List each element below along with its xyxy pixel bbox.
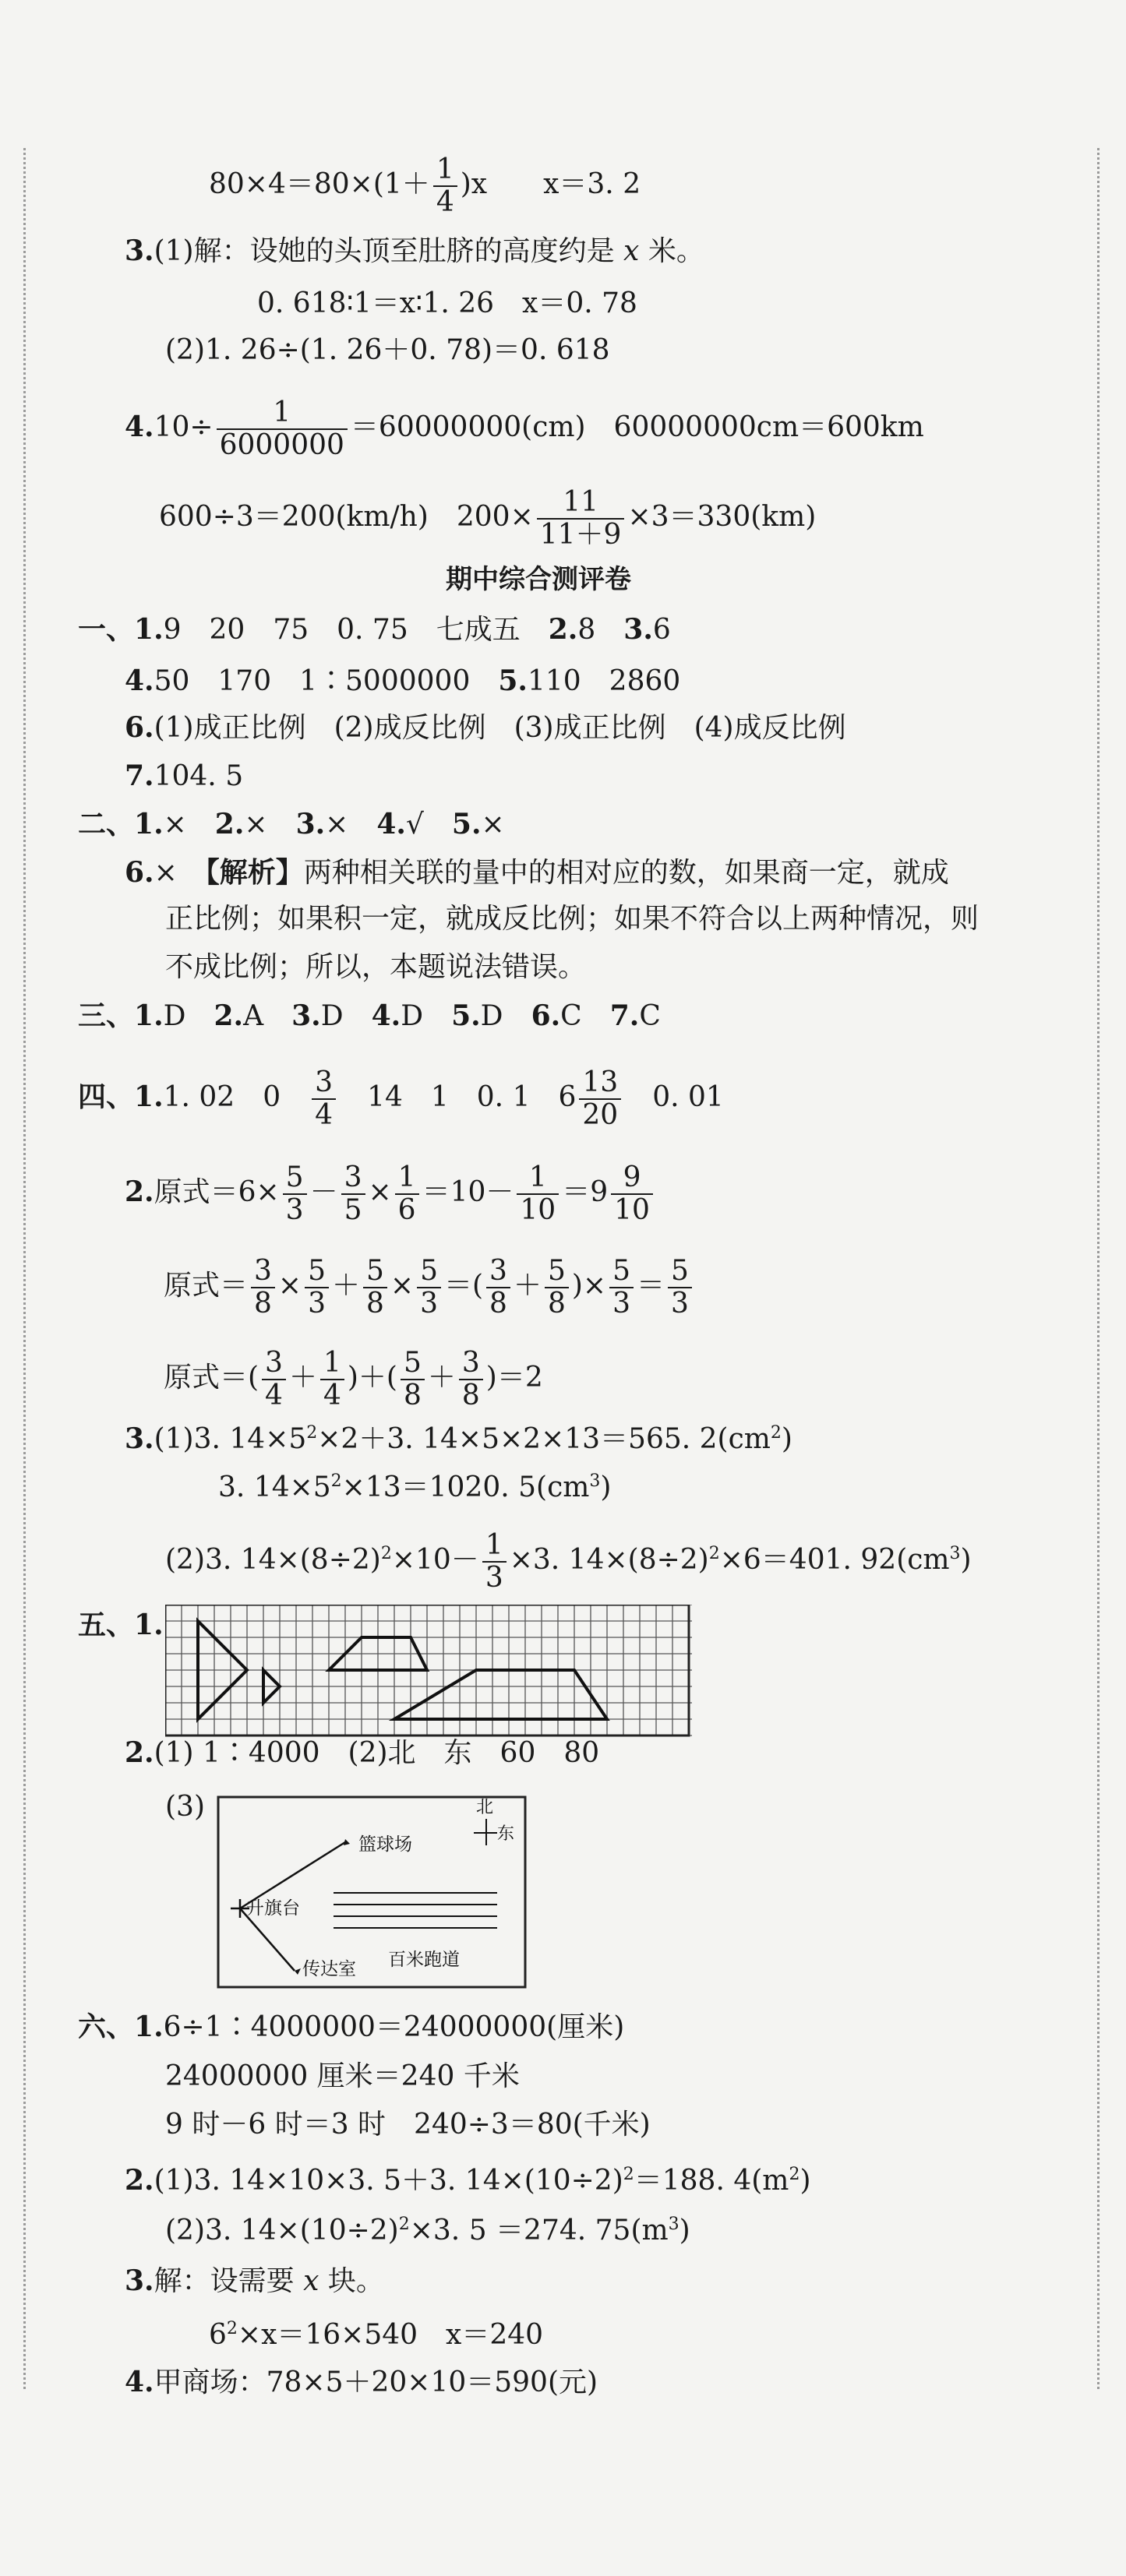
map-east-label: 东 — [497, 1824, 515, 1844]
s5-q2-line: 2.(1) 1∶4000 (2)北 东 60 80 — [125, 1736, 600, 1769]
s1-line2: 4.50 170 1∶5000000 5.110 2860 — [125, 664, 681, 697]
s4-q3-line3: (2)3. $14\times(8\div 2)^2\times 10-$ $\frac{1}{3}$ ×3. $14\times(8\div 2)^2\times 6=401$. $92(cm^3)$ — [165, 1529, 972, 1594]
q4-line2: 600÷3＝200(km/h) 200× $\frac{11}{11+9}$ ×3＝330(km) — [159, 486, 817, 551]
eq-80x4: 80×4＝80×(1＋ $\frac{1}{4}$ )x x＝3. 2 — [209, 153, 641, 218]
map-room-label: 传达室 — [302, 1959, 356, 1979]
s3-line: 三、1.D 2.A 3.D 4.D 5.D 6.C 7.C — [78, 999, 661, 1032]
map-track-label: 百米跑道 — [388, 1950, 460, 1970]
s1-line4: 7.104. 5 — [125, 759, 244, 792]
map-north-label: 北 — [476, 1798, 494, 1817]
s6-line2: 24000000 厘米＝240 千米 — [165, 2060, 520, 2092]
grid-figure — [165, 1605, 692, 1737]
court-arrow — [344, 1839, 350, 1845]
s6-line6: 3.解：设需要 x 块。 — [125, 2264, 384, 2297]
right-dotted-margin — [1097, 148, 1100, 2389]
s4-q2-eq2: 原式＝ $\frac{3}{8}$ × $\frac{5}{3}$ ＋ $\frac{5}{8}$ × $\frac{5}{3}$ ＝( $\frac{3}{8}$ ＋ $\frac{5}{8}$ )× $\frac{5}{3}$ ＝ $\frac{5}{3}$ — [164, 1256, 695, 1320]
s6-line7: $6^2\times x=16\times 540$ x＝240 — [209, 2319, 544, 2351]
q3-part2: (2)1. 26÷(1. 26＋0. 78)＝0. 618 — [165, 334, 610, 366]
map-court-label: 篮球场 — [358, 1834, 412, 1855]
s6-line1: 六、1.6÷1∶4000000＝24000000(厘米) — [78, 2010, 625, 2043]
s4-q3-line1: 3.(1)3. $14\times 5^2\times 2+3$. 14×5×2×13＝565. $2(cm^2)$ — [125, 1422, 792, 1455]
s2-q6-analysis-2: 正比例；如果积一定，就成反比例；如果不符合以上两种情况，则 — [165, 903, 980, 935]
s4-q2-eq3: 原式＝( $\frac{3}{4}$ ＋ $\frac{1}{4}$ )＋( $\frac{5}{8}$ ＋ $\frac{3}{8}$ )＝2 — [164, 1347, 543, 1411]
q4-line1: 4.10÷ $\frac{1}{6000000}$ ＝60000000(cm) 60000000cm＝600km — [125, 396, 924, 461]
track-lines — [334, 1893, 497, 1928]
section-title: 期中综合测评卷 — [446, 564, 631, 595]
s2-q6-analysis-1: 6.× 【解析】两种相关联的量中的相对应的数，如果商一定，就成 — [125, 856, 949, 889]
campus-map-svg — [217, 1795, 528, 1990]
s6-line5: (2)3. $14\times(10\div 2)^2\times 3$. 5 ＝274. $75(m^3)$ — [165, 2215, 690, 2247]
s4-q2-eq1: 2.原式＝6× $\frac{5}{3}$ － $\frac{3}{5}$ × $\frac{1}{6}$ ＝10－ $\frac{1}{10}$ ＝9 $\frac{9}{10}$ — [125, 1162, 656, 1226]
s5-label: 五、1. — [78, 1609, 164, 1641]
s6-line8: 4.甲商场：78×5＋20×10＝590(元) — [125, 2366, 598, 2398]
s2-line1: 二、1.× 2.× 3.× 4.√ 5.× — [78, 808, 505, 840]
s2-q6-analysis-3: 不成比例；所以，本题说法错误。 — [165, 951, 587, 983]
s1-line1: 一、1.9 20 75 0. 75 七成五 2.8 3.6 — [78, 613, 671, 646]
map-flag-label: 升旗台 — [246, 1898, 300, 1919]
grid-drawing — [165, 1605, 692, 1737]
s6-line4: 2.(1)3. 14×10×3. 5＋3. $14\times(10\div 2)^2=188$. $4(m^2)$ — [125, 2164, 811, 2197]
s1-line3: 6.(1)成正比例 (2)成反比例 (3)成正比例 (4)成反比例 — [125, 711, 846, 744]
s4-q3-line2: 3. $14\times 5^2\times 13=1020$. $5(cm^3)$ — [218, 1471, 612, 1503]
q3-part1: 3.(1)解：设她的头顶至肚脐的高度约是 x 米。 — [125, 234, 704, 267]
trapezoid — [394, 1670, 607, 1719]
s6-line3: 9 时－6 时＝3 时 240÷3＝80(千米) — [165, 2109, 651, 2141]
map-label: (3) — [165, 1791, 205, 1823]
left-dotted-margin — [23, 148, 26, 2389]
room-arrow — [295, 1968, 301, 1975]
campus-map — [217, 1795, 528, 1990]
q3-ratio-eq: 0. 618∶1＝x∶1. 26 x＝0. 78 — [257, 287, 637, 319]
s4-line1: 四、1.1. 02 0 $\frac{3}{4}$ 14 1 0. 1 6 $\frac{13}{20}$ 0. 01 — [78, 1066, 724, 1131]
